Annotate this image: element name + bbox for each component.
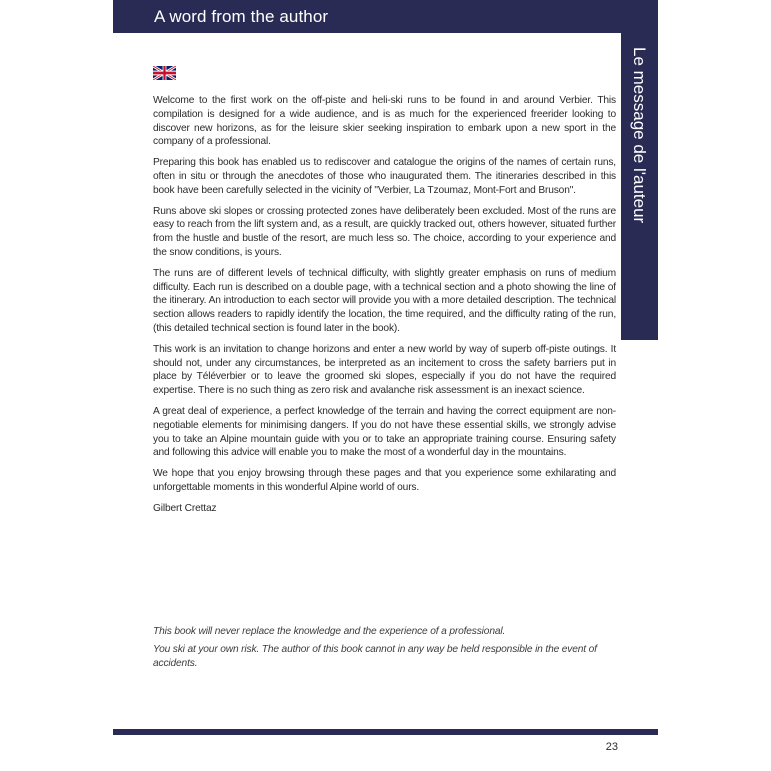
body-text <box>153 94 616 523</box>
author-signature: Gilbert Crettaz <box>153 502 217 514</box>
header-bar <box>113 0 658 33</box>
disclaimer-line: This book will never replace the knowledge and the experience of a professional. <box>153 626 506 637</box>
footer-bar <box>113 729 658 735</box>
disclaimer <box>153 625 616 674</box>
side-tab-label: Le message de l'auteur <box>630 47 649 224</box>
disclaimer-line: You ski at your own risk. The author of this book cannot in any way be held responsible in the event of accidents. <box>153 643 597 669</box>
page-title: A word from the author <box>154 7 329 26</box>
paragraph: This work is an invitation to change horizons and enter a new world by way of superb off-piste outings. It should not, under any circumstances, be interpreted as an incitement to cross the safety barriers put in place by Téléverbier or to leave the groomed ski slopes, especially if you do not have the required expertise. There is no such thing as zero risk and avalanche risk assessment is an inexact science. <box>153 343 616 397</box>
paragraph: We hope that you enjoy browsing through these pages and that you experience some exhilarating and unforgettable moments in this wonderful Alpine world of ours. <box>153 468 616 493</box>
side-tab <box>621 33 658 340</box>
paragraph: The runs are of different levels of technical difficulty, with slightly greater emphasis on runs of medium difficulty. Each run is described on a double page, with a technical section and a photo showing the line of the itinerary. An introduction to each sector will provide you with a more detailed description. The technical section allows readers to rapidly identify the location, the time required, and the difficulty rating of the run, (this detailed technical section is found later in the book). <box>153 267 616 334</box>
paragraph: Welcome to the first work on the off-piste and heli-ski runs to be found in and around Verbier. This compilation is designed for a wide audience, and is as much for the experienced freerider looking to discover new horizons, as for the leisure skier seeking inspiration to embark upon a new sport in the company of a professional. <box>153 95 616 148</box>
paragraph: Runs above ski slopes or crossing protected zones have deliberately been excluded. Most of the runs are easy to reach from the lift system and, as a result, are quickly tracked out, others however, situated further from the hustle and bustle of the resort, are much less so. The choice, according to your experience and the snow conditions, is yours. <box>153 205 616 258</box>
paragraph: Preparing this book has enabled us to rediscover and catalogue the origins of the names of certain runs, often in situ or through the anecdotes of those who inaugurated them. The itineraries described in this book have been carefully selected in the vicinity of "Verbier, La Tzoumaz, Mont-Fort and Bruson". <box>153 157 616 196</box>
uk-flag-icon <box>153 66 176 80</box>
page-number: 23 <box>605 741 618 753</box>
paragraph: A great deal of experience, a perfect knowledge of the terrain and having the correct equipment are non-negotiable elements for minimising dangers. If you do not have these essential skills, we strongly advise you to take an Alpine mountain guide with you or to take an appropriate training course. Ensuring safety and following this advice will enable you to make the most of a wonderful day in the mountains. <box>153 405 616 459</box>
